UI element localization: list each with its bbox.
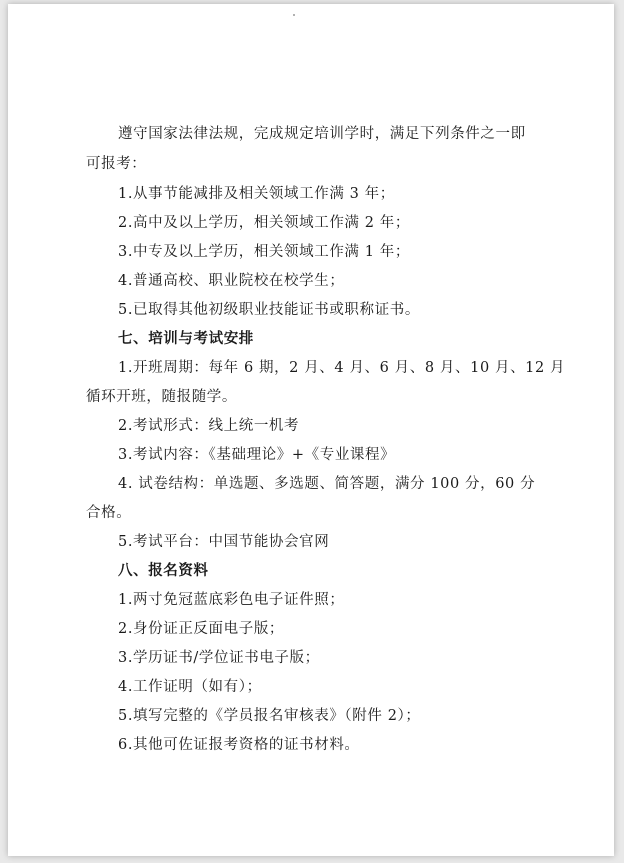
section-7-heading: 七、培训与考试安排 <box>118 330 254 347</box>
section-8-heading: 八、报名资料 <box>118 562 209 579</box>
condition-1: 1.从事节能减排及相关领域工作满 3 年； <box>118 186 395 202</box>
section-8-item-1: 1.两寸免冠蓝底彩色电子证件照； <box>118 592 345 608</box>
condition-5: 5.已取得其他初级职业技能证书或职称证书。 <box>118 302 420 318</box>
intro-line-1: 遵守国家法律法规，完成规定培训学时，满足下列条件之一即 <box>118 126 526 142</box>
section-7-item-2: 2.考试形式：线上统一机考 <box>118 418 300 434</box>
section-7-item-4-line-2: 合格。 <box>86 505 132 521</box>
section-8-item-5: 5.填写完整的《学员报名审核表》（附件 2）； <box>118 708 421 724</box>
intro-line-2: 可报考： <box>86 156 147 172</box>
condition-3: 3.中专及以上学历，相关领域工作满 1 年； <box>118 244 410 260</box>
condition-2: 2.高中及以上学历，相关领域工作满 2 年； <box>118 215 410 231</box>
condition-4: 4.普通高校、职业院校在校学生； <box>118 273 345 289</box>
scan-speck <box>293 14 295 16</box>
section-7-item-1-line-1: 1.开班周期：每年 6 期，2 月、4 月、6 月、8 月、10 月、12 月 <box>118 360 566 376</box>
section-7-item-4-line-1: 4. 试卷结构：单选题、多选题、简答题，满分 100 分，60 分 <box>118 476 536 492</box>
document-page <box>8 4 614 856</box>
section-8-item-4: 4.工作证明（如有）； <box>118 679 262 695</box>
section-7-item-5: 5.考试平台：中国节能协会官网 <box>118 534 330 550</box>
section-7-item-3: 3.考试内容：《基础理论》+《专业课程》 <box>118 447 396 463</box>
section-8-item-6: 6.其他可佐证报考资格的证书材料。 <box>118 737 360 753</box>
section-8-item-2: 2.身份证正反面电子版； <box>118 621 285 637</box>
section-7-item-1-line-2: 循环开班，随报随学。 <box>86 389 237 405</box>
section-8-item-3: 3.学历证书/学位证书电子版； <box>118 650 320 666</box>
